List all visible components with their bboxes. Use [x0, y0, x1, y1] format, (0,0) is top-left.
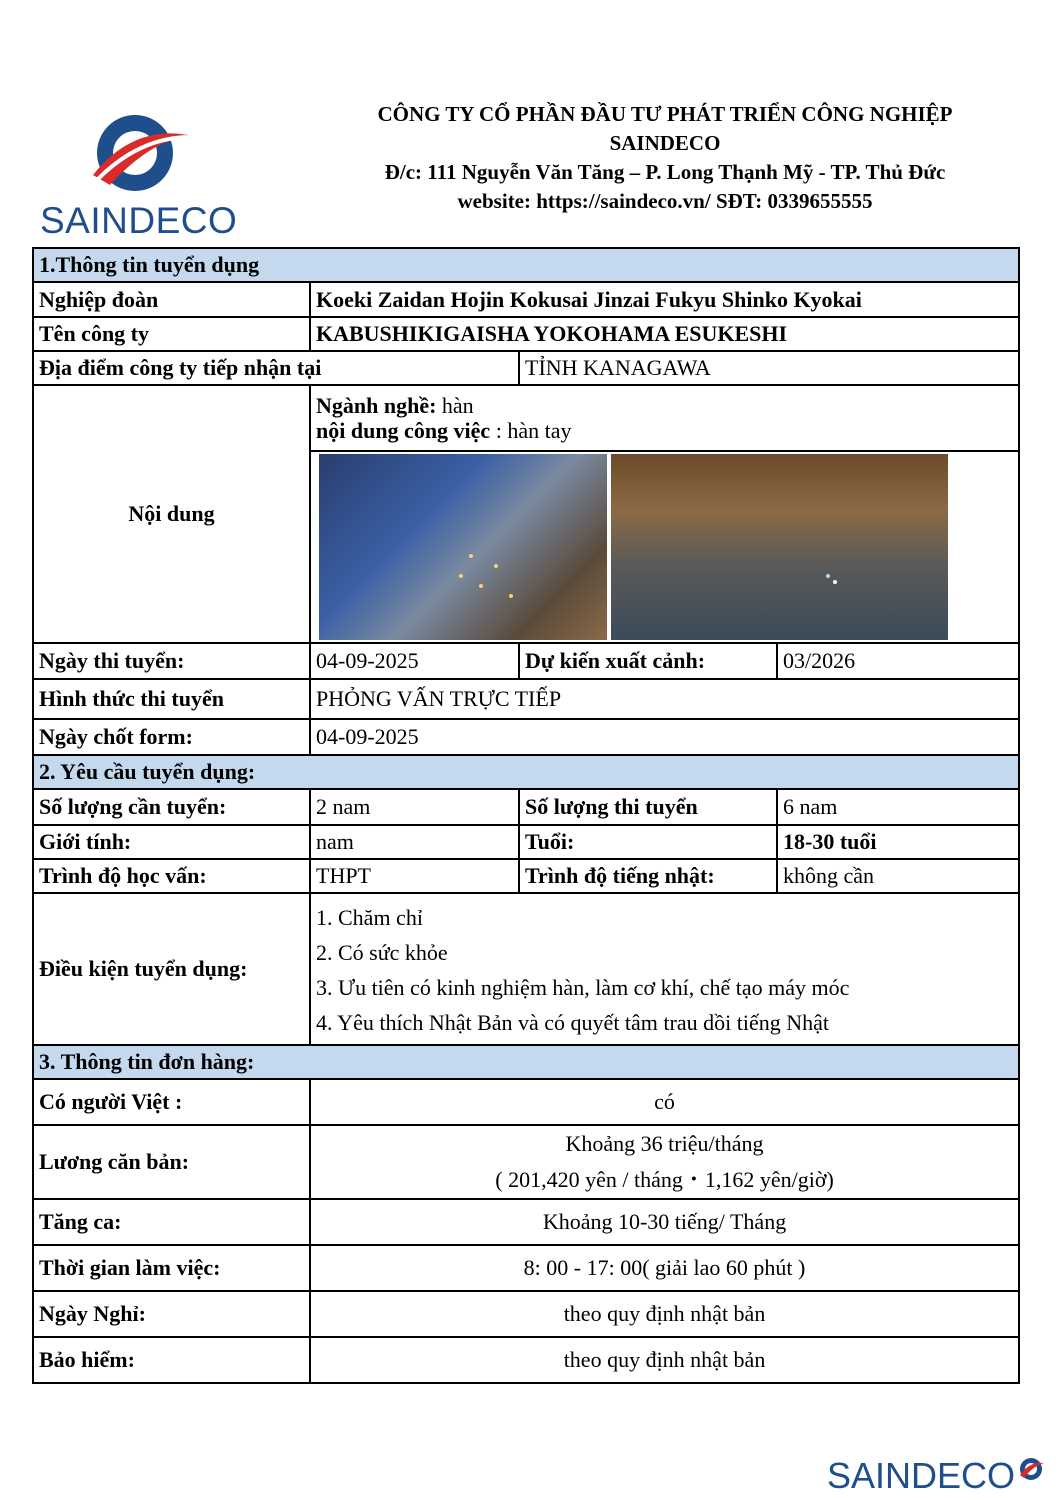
condition-item: 3. Ưu tiên có kinh nghiệm hàn, làm cơ khí, chế tạo máy móc [316, 975, 850, 1000]
content-label: Nội dung [33, 385, 310, 643]
union-value: Koeki Zaidan Hojin Kokusai Jinzai Fukyu Shinko Kyokai [310, 282, 1019, 317]
need-label: Số lượng cần tuyển: [33, 789, 310, 825]
union-label: Nghiệp đoàn [33, 282, 310, 317]
salary-detail: ( 201,420 yên / tháng・1,162 yên/giờ) [495, 1167, 834, 1192]
work-label: nội dung công việc [316, 418, 491, 443]
welding-photo-2 [611, 454, 948, 640]
conditions-list [310, 893, 1019, 1045]
salary-value [310, 1125, 1019, 1199]
exam-date-value: 04-09-2025 [310, 643, 519, 679]
location-label: Địa điểm công ty tiếp nhận tại [33, 351, 519, 385]
age-label: Tuổi: [519, 825, 777, 859]
jp-value: không cần [777, 859, 1019, 893]
exam-form-label: Hình thức thi tuyển [33, 679, 310, 719]
hours-value: 8: 00 - 17: 00( giải lao 60 phút ) [310, 1245, 1019, 1291]
viet-value: có [310, 1079, 1019, 1125]
company-value: KABUSHIKIGAISHA YOKOHAMA ESUKESHI [310, 317, 1019, 351]
recruitment-table [32, 247, 1020, 1384]
conditions-label: Điều kiện tuyển dụng: [33, 893, 310, 1045]
company-name-line2: SAINDECO [609, 131, 721, 155]
company-contact: website: https://saindeco.vn/ SĐT: 0339655555 [457, 189, 873, 213]
edu-value: THPT [310, 859, 519, 893]
section3-title: 3. Thông tin đơn hàng: [33, 1045, 1019, 1079]
condition-item: 1. Chăm chỉ [316, 905, 423, 930]
close-date-label: Ngày chốt form: [33, 719, 310, 755]
age-value: 18-30 tuổi [777, 825, 1019, 859]
footer-logo-text: SAINDECO [826, 1455, 1015, 1496]
close-date-value: 04-09-2025 [310, 719, 1019, 755]
company-label: Tên công ty [33, 317, 310, 351]
location-value: TỈNH KANAGAWA [519, 351, 1019, 385]
overtime-label: Tăng ca: [33, 1199, 310, 1245]
jp-label: Trình độ tiếng nhật: [519, 859, 777, 893]
gender-label: Giới tính: [33, 825, 310, 859]
exam-count-value: 6 nam [777, 789, 1019, 825]
insurance-value: theo quy định nhật bản [310, 1337, 1019, 1383]
footer-logo [827, 1455, 1045, 1497]
need-value: 2 nam [310, 789, 519, 825]
salary-label: Lương căn bản: [33, 1125, 310, 1199]
hours-label: Thời gian làm việc: [33, 1245, 310, 1291]
departure-label: Dự kiến xuất cảnh: [519, 643, 777, 679]
exam-date-label: Ngày thi tuyển: [33, 643, 310, 679]
edu-label: Trình độ học vấn: [33, 859, 310, 893]
viet-label: Có người Việt : [33, 1079, 310, 1125]
exam-count-label: Số lượng thi tuyển [519, 789, 777, 825]
section3-header [33, 1045, 1019, 1079]
logo-text: SAINDECO [40, 200, 238, 241]
salary-monthly: Khoảng 36 triệu/tháng [565, 1131, 764, 1156]
departure-value: 03/2026 [777, 643, 1019, 679]
welding-photo-1 [319, 454, 607, 640]
job-cell [310, 385, 1019, 451]
section2-header [33, 755, 1019, 789]
section1-title: 1.Thông tin tuyển dụng [33, 248, 1019, 282]
holiday-label: Ngày Nghỉ: [33, 1291, 310, 1337]
company-address: Đ/c: 111 Nguyễn Văn Tăng – P. Long Thạnh Mỹ - TP. Thủ Đức [384, 160, 946, 184]
exam-form-value: PHỎNG VẤN TRỰC TIẾP [310, 679, 1019, 719]
condition-item: 4. Yêu thích Nhật Bản và có quyết tâm trau dồi tiếng Nhật [316, 1010, 829, 1035]
company-name-line1: CÔNG TY CỔ PHẦN ĐẦU TƯ PHÁT TRIỂN CÔNG NGHIỆP [377, 102, 953, 126]
section1-header [33, 248, 1019, 282]
job-value: hàn [436, 392, 474, 418]
company-header [320, 100, 1010, 216]
holiday-value: theo quy định nhật bản [310, 1291, 1019, 1337]
condition-item: 2. Có sức khỏe [316, 940, 448, 965]
footer-logo-icon [1017, 1455, 1045, 1483]
job-label: Ngành nghề: [316, 392, 437, 418]
section2-title: 2. Yêu cầu tuyển dụng: [33, 755, 1019, 789]
overtime-value: Khoảng 10-30 tiếng/ Tháng [310, 1199, 1019, 1245]
photos-cell [310, 451, 1019, 643]
gender-value: nam [310, 825, 519, 859]
work-value: : hàn tay [490, 418, 572, 443]
insurance-label: Bảo hiểm: [33, 1337, 310, 1383]
